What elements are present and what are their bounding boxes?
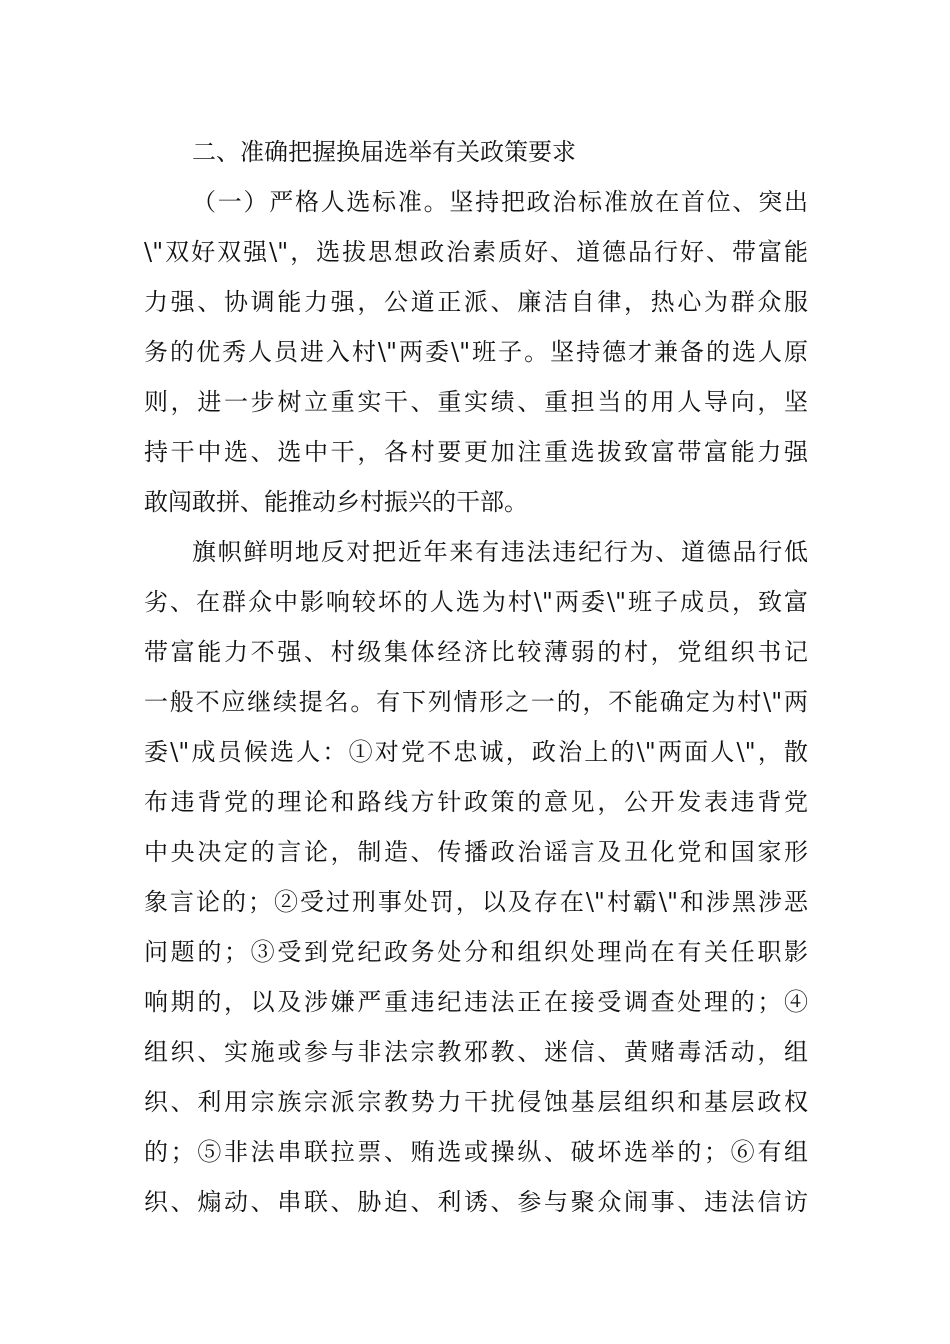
paragraph-selection-standard: [144, 177, 808, 527]
paragraph-line: 织、利用宗族宗派宗教势力干扰侵蚀基层组织和基层政权: [144, 1088, 808, 1116]
paragraph-line: （一）严格人选标准。坚持把政治标准放在首位、突出: [192, 188, 808, 216]
paragraph-line: 敢闯敢拼、能推动乡村振兴的干部。: [144, 488, 528, 516]
paragraph-line: 组织、实施或参与非法宗教邪教、迷信、黄赌毒活动，组: [144, 1038, 808, 1066]
paragraph-line: 一般不应继续提名。有下列情形之一的，不能确定为村\"两: [144, 688, 808, 716]
paragraph-line: 象言论的；②受过刑事处罚，以及存在\"村霸\"和涉黑涉恶: [144, 888, 808, 916]
paragraph-line: 问题的；③受到党纪政务处分和组织处理尚在有关任职影: [144, 938, 808, 966]
paragraph-line: 务的优秀人员进入村\"两委\"班子。坚持德才兼备的选人原: [144, 338, 808, 366]
paragraph-line: \"双好双强\"，选拔思想政治素质好、道德品行好、带富能: [144, 238, 808, 266]
paragraph-line: 力强、协调能力强，公道正派、廉洁自律，热心为群众服: [144, 288, 808, 316]
paragraph-line: 的；⑤非法串联拉票、贿选或操纵、破坏选举的；⑥有组: [144, 1138, 808, 1166]
paragraph-disqualification: [144, 527, 808, 1227]
paragraph-line: 织、煽动、串联、胁迫、利诱、参与聚众闹事、违法信访: [144, 1188, 808, 1216]
paragraph-line: 持干中选、选中干，各村要更加注重选拔致富带富能力强: [144, 438, 808, 466]
paragraph-line: 旗帜鲜明地反对把近年来有违法违纪行为、道德品行低: [192, 538, 808, 566]
section-heading: 二、准确把握换届选举有关政策要求: [192, 138, 576, 166]
document-body: [144, 127, 808, 1227]
paragraph-line: 布违背党的理论和路线方针政策的意见，公开发表违背党: [144, 788, 808, 816]
paragraph-line: 中央决定的言论，制造、传播政治谣言及丑化党和国家形: [144, 838, 808, 866]
paragraph-line: 则，进一步树立重实干、重实绩、重担当的用人导向，坚: [144, 388, 808, 416]
paragraph-line: 响期的，以及涉嫌严重违纪违法正在接受调查处理的；④: [144, 988, 808, 1016]
paragraph-line: 委\"成员候选人：①对党不忠诚，政治上的\"两面人\"，散: [144, 738, 808, 766]
paragraph-line: 劣、在群众中影响较坏的人选为村\"两委\"班子成员，致富: [144, 588, 808, 616]
paragraph-line: 带富能力不强、村级集体经济比较薄弱的村，党组织书记: [144, 638, 808, 666]
